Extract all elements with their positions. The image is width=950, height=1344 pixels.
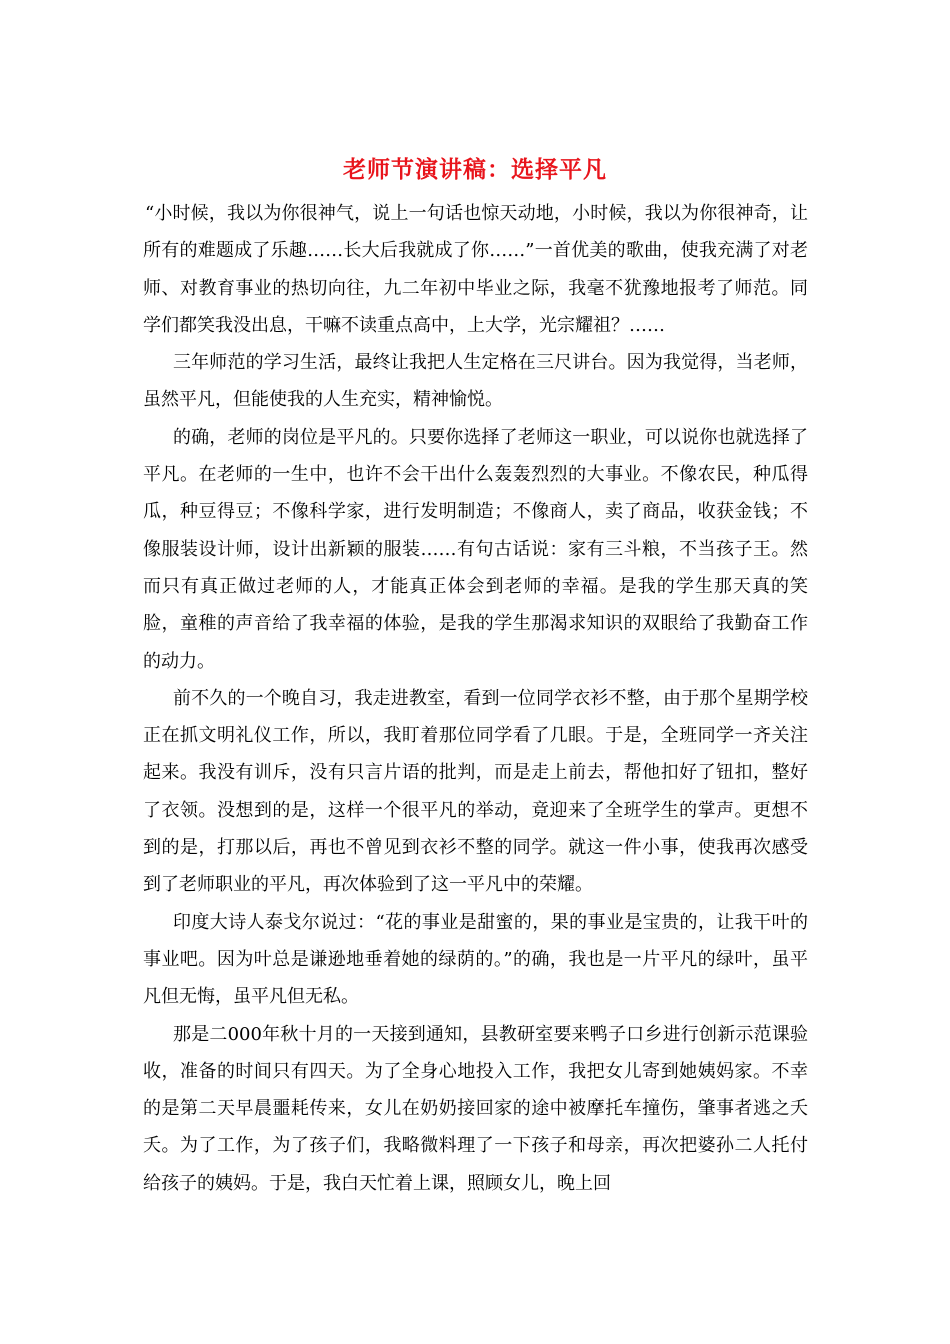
document-body <box>143 195 808 1202</box>
paragraph: 三年师范的学习生活，最终让我把人生定格在三尺讲台。因为我觉得，当老师，虽然平凡，但能使我的人生充实，精神愉悦。 <box>143 352 808 411</box>
paragraph: 前不久的一个晚自习，我走进教室，看到一位同学衣衫不整，由于那个星期学校正在抓文明礼仪工作，所以，我盯着那位同学看了几眼。于是，全班同学一齐关注起来。我没有训斥，没有只言片语的批判，而是走上前去，帮他扣好了钮扣，整好了衣领。没想到的是，这样一个很平凡的举动，竟迎来了全班学生的掌声。更想不到的是，打那以后，再也不曾见到衣衫不整的同学。就这一件小事，使我再次感受到了老师职业的平凡，再次体验到了这一平凡中的荣耀。 <box>143 687 808 896</box>
paragraph: “小时候，我以为你很神气，说上一句话也惊天动地，小时候，我以为你很神奇，让所有的难题成了乐趣……长大后我就成了你……”一首优美的歌曲，使我充满了对老师、对教育事业的热切向往，九二年初中毕业之际，我毫不犹豫地报考了师范。同学们都笑我没出息，干嘛不读重点高中，上大学，光宗耀祖？…… <box>143 203 808 336</box>
paragraph: 那是二000年秋十月的一天接到通知，县教研室要来鸭子口乡进行创新示范课验收，准备的时间只有四天。为了全身心地投入工作，我把女儿寄到她姨妈家。不幸的是第二天早晨噩耗传来，女儿在奶奶接回家的途中被摩托车撞伤，肇事者逃之夭夭。为了工作，为了孩子们，我略微料理了一下孩子和母亲，再次把婆孙二人托付给孩子的姨妈。于是，我白天忙着上课，照顾女儿，晚上回 <box>143 1023 808 1194</box>
paragraph: 印度大诗人泰戈尔说过：“花的事业是甜蜜的，果的事业是宝贵的，让我干叶的事业吧。因为叶总是谦逊地垂着她的绿荫的。”的确，我也是一片平凡的绿叶，虽平凡但无悔，虽平凡但无私。 <box>143 911 808 1008</box>
document-title: 老师节演讲稿：选择平凡 <box>343 156 607 183</box>
paragraph: 的确，老师的岗位是平凡的。只要你选择了老师这一职业，可以说你也就选择了平凡。在老师的一生中，也许不会干出什么轰轰烈烈的大事业。不像农民，种瓜得瓜，种豆得豆；不像科学家，进行发明制造；不像商人，卖了商品，收获金钱；不像服装设计师，设计出新颖的服装……有句古话说：家有三斗粮，不当孩子王。然而只有真正做过老师的人，才能真正体会到老师的幸福。是我的学生那天真的笑脸，童稚的声音给了我幸福的体验，是我的学生那渴求知识的双眼给了我勤奋工作的动力。 <box>143 426 808 672</box>
